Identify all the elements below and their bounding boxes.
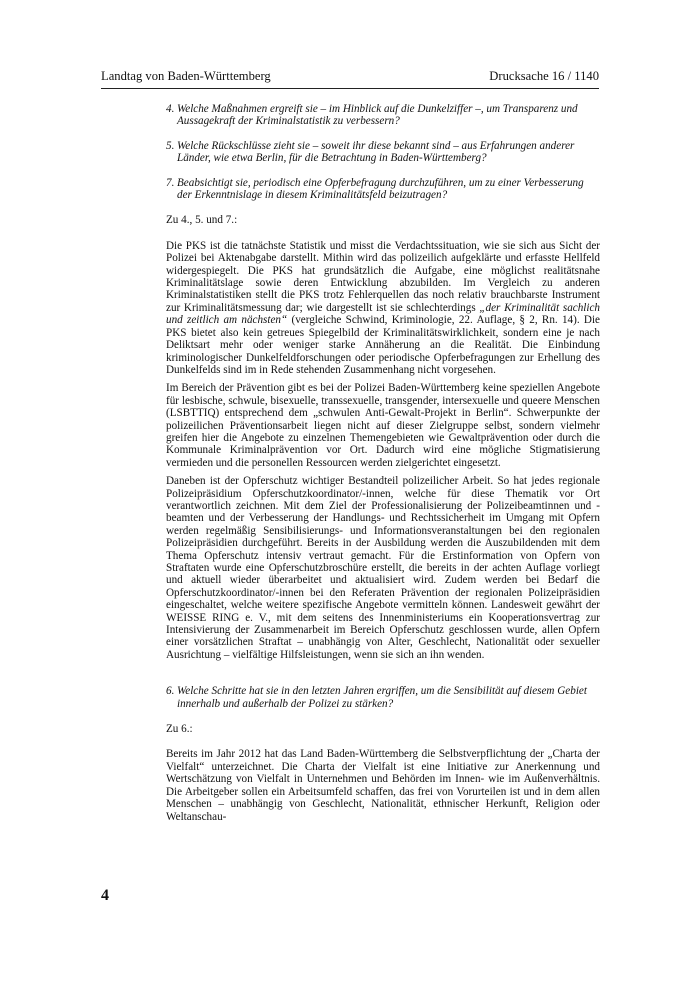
question-5 [166, 140, 600, 165]
answer-text: Die PKS ist die tatnächste Statistik und misst die Verdachtssituation, wie sie sich aus Sicht der Polizei bei Aktenabgabe darstellt. Mithin wird das polizeilich aufgeklärte und erfasste Hellfeld widergespiegelt. Die PKS hat grundsätzlich die Aufgabe, eine möglichst realitätsnahe Kriminalitätslage sowie deren Entwicklung abzubilden. Im Vergleich zu anderen Kriminalstatistiken stellt die PKS trotz Fehlerquellen das noch relativ brauchbarste Instrument zur Kriminalitätsmessung dar; wie dargestellt ist sie schlechterdings [166, 239, 600, 314]
question-7 [166, 177, 600, 202]
page-number: 4 [101, 887, 109, 904]
answer-paragraph: Bereits im Jahr 2012 hat das Land Baden-Württemberg die Selbstverpflichtung der „Charta der Vielfalt“ unterzeichnet. Die Charta der Vielfalt ist eine Initiative zur Anerkennung und Wertschätzung von Vielfalt in Unternehmen und Behörden im Innen- wie im Außenverhältnis. Die Arbeitgeber sollen ein Arbeitsumfeld schaffen, das frei von Vorurteilen ist und in dem allen Menschen – unabhängig von Geschlecht, Nationalität, ethnischer Herkunft, Religion oder Weltanschau- [166, 748, 600, 823]
running-header [101, 68, 599, 84]
question-6 [166, 685, 600, 710]
question-number: 5. [166, 139, 175, 152]
answer-text: (vergleiche Schwind, Kriminologie, 22. Auflage, § 2, Rn. 14). Die PKS bietet also kein getreues Spiegelbild der Kriminalitätswirklichkeit, sondern eine je nach Deliktsart mehr oder weniger starke Annäherung an die Realität. Die Einbindung kriminologischer Dunkelfeldforschungen oder periodische Opferbefragungen zur Erhellung des Dunkelfelds sind im in Rede stehenden Zusammenhang nicht vorgesehen. [166, 314, 600, 376]
answer-paragraph [166, 240, 600, 376]
header-left: Landtag von Baden-Württemberg [101, 69, 271, 83]
question-text: Welche Rückschlüsse zieht sie – soweit ihr diese bekannt sind – aus Erfahrungen anderer Länder, wie etwa Berlin, für die Betrachtung in Baden-Württemberg? [177, 139, 575, 165]
question-text: Welche Schritte hat sie in den letzten Jahren ergriffen, um die Sensibilität auf diesem Gebiet innerhalb und außerhalb der Polizei zu stärken? [177, 685, 587, 710]
quotation: „der Kriminalität sachlich und zeitlich am nächsten“ [166, 301, 600, 327]
question-number: 6. [166, 685, 175, 698]
question-4 [166, 103, 600, 128]
question-number: 4. [166, 103, 175, 115]
answer-paragraph: Im Bereich der Prävention gibt es bei der Polizei Baden-Württemberg keine speziellen Angebote für lesbische, schwule, bisexuelle, transsexuelle, transgender, intersexuelle und queere Menschen (LSBTTIQ) entsprechend dem „schwulen Anti-Gewalt-Projekt in Berlin“. Schwerpunkte der polizeilichen Präventionsarbeit liegen nicht auf dieser Zielgruppe selbst, sondern vielmehr greifen hier die Angebote zu einzelnen Themengebieten wie Gewaltprävention oder durch die Kommunale Kriminalprävention vor Ort. Dadurch wird eine mögliche Stigmatisierung vermieden und die personellen Ressourcen werden zielgerichtet eingesetzt. [166, 382, 600, 469]
answer-heading-6: Zu 6.: [166, 723, 193, 736]
question-text: Beabsichtigt sie, periodisch eine Opferbefragung durchzuführen, um zu einer Verbesserung der Erkenntnislage in diesem Kriminalitätsfeld beizutragen? [177, 176, 584, 202]
question-number: 7. [166, 176, 175, 189]
question-text: Welche Maßnahmen ergreift sie – im Hinblick auf die Dunkelziffer –, um Transparenz und Aussagekraft der Kriminalstatistik zu verbessern? [177, 103, 578, 128]
answer-paragraph: Daneben ist der Opferschutz wichtiger Bestandteil polizeilicher Arbeit. So hat jedes regionale Polizeipräsidium Opferschutzkoordinator/-innen, welche für diese Thematik vor Ort verantwortlich zeichnen. Mit dem Ziel der Professionalisierung der Polizeibeamtinnen und -beamten und der Verbesserung der Handlungs- und Rechtssicherheit im Umgang mit Opfern werden regelmäßig Sensibilisierungs- und Informationsveranstaltungen bei den regionalen Polizeipräsidien durchgeführt. Bereits in der Ausbildung werden die Auszubildenden mit dem Thema Opferschutz intensiv vertraut gemacht. Für die Erstinformation von Opfern von Straftaten wurde eine Opferschutzbroschüre erstellt, die bereits in der achten Auflage vorliegt und aktuell wieder überarbeitet und aktualisiert wird. Zudem werden bei Bedarf die Opferschutzkoordinator/-innen bei den Referaten Prävention der regionalen Polizeipräsidien eingeschaltet, welche weitere spezifische Angebote vermitteln können. Landesweit gewährt der WEISSE RING e. V., mit dem seitens des Innenministeriums ein Kooperationsvertrag zur Intensivierung der Zusammenarbeit im Bereich Opferschutz geschlossen wurde, allen Opfern einer vorsätzlichen Straftat – unabhängig von Alter, Geschlecht, Nationalität oder sexueller Ausrichtung – vielfältige Hilfsleistungen, wenn sie sich an ihn wenden. [166, 475, 600, 661]
answer-heading-4-5-7: Zu 4., 5. und 7.: [166, 214, 238, 227]
header-right: Drucksache 16 / 1140 [489, 69, 599, 83]
page-body [166, 103, 600, 823]
header-rule [101, 88, 599, 89]
